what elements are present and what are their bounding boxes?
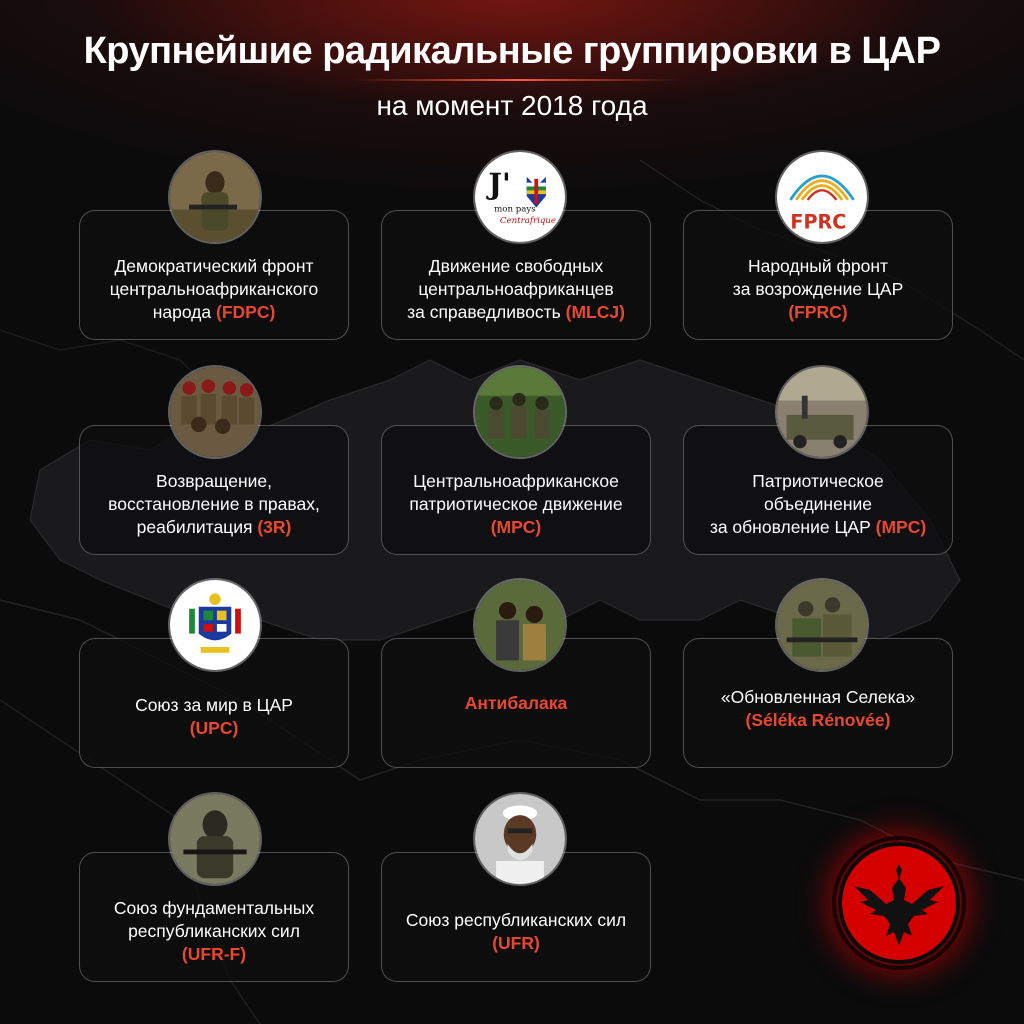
group-name: Движение свободных центральноафриканцев за справедливость (MLCJ) <box>407 256 625 322</box>
fprc-logo <box>775 150 869 244</box>
group-acronym: (FDPC) <box>216 302 276 322</box>
group-name: Союз республиканских сил (UFR) <box>405 910 627 953</box>
group-photo <box>168 792 262 886</box>
group-photo <box>168 365 262 459</box>
group-photo <box>775 365 869 459</box>
svg-text:Centrafrique !: Centrafrique ! <box>499 215 563 226</box>
group-acronym: (MLCJ) <box>565 302 625 322</box>
group-name: Союз фундаментальных республиканских сил (UFR-F) <box>113 898 315 964</box>
group-name: Народный фронт за возрождение ЦАР (FPRC) <box>732 256 904 322</box>
group-photo <box>168 150 262 244</box>
group-acronym: (MPC) <box>490 517 542 537</box>
group-photo <box>775 578 869 672</box>
svg-text:FPRC: FPRC <box>790 210 847 234</box>
eagle-emblem-icon <box>850 860 948 950</box>
group-photo <box>473 792 567 886</box>
upc-emblem <box>168 578 262 672</box>
page-title: Крупнейшие радикальные группировки в ЦАР <box>83 30 941 72</box>
group-acronym: (Séléka Rénovée) <box>745 710 891 730</box>
title-divider <box>352 79 682 81</box>
svg-text:J': J' <box>488 167 511 202</box>
group-acronym: (FPRC) <box>788 302 848 322</box>
svg-text:mon pays: mon pays <box>494 204 536 215</box>
group-acronym: Антибалака <box>464 692 568 713</box>
group-photo <box>473 578 567 672</box>
group-photo <box>473 365 567 459</box>
group-acronym: (UFR-F) <box>181 944 247 964</box>
group-name: Центральноафриканское патриотическое движение (MPC) <box>409 471 623 537</box>
group-name: Возвращение, восстановление в правах, реабилитация (3R) <box>108 471 320 537</box>
group-name: Патриотическое объединение за обновление ЦАР (MPC) <box>709 471 927 537</box>
mlcj-logo <box>473 150 567 244</box>
group-acronym: (UFR) <box>492 933 540 953</box>
group-acronym: (UPC) <box>189 718 239 738</box>
group-acronym: (3R) <box>257 517 292 537</box>
group-name: «Обновленная Селека» (Séléka Rénovée) <box>720 687 916 730</box>
group-name: Демократический фронт центральноафриканского народа (FDPC) <box>109 256 319 322</box>
group-acronym: (MPC) <box>875 517 927 537</box>
group-name: Союз за мир в ЦАР (UPC) <box>135 695 293 738</box>
page-subtitle: на момент 2018 года <box>376 90 648 121</box>
